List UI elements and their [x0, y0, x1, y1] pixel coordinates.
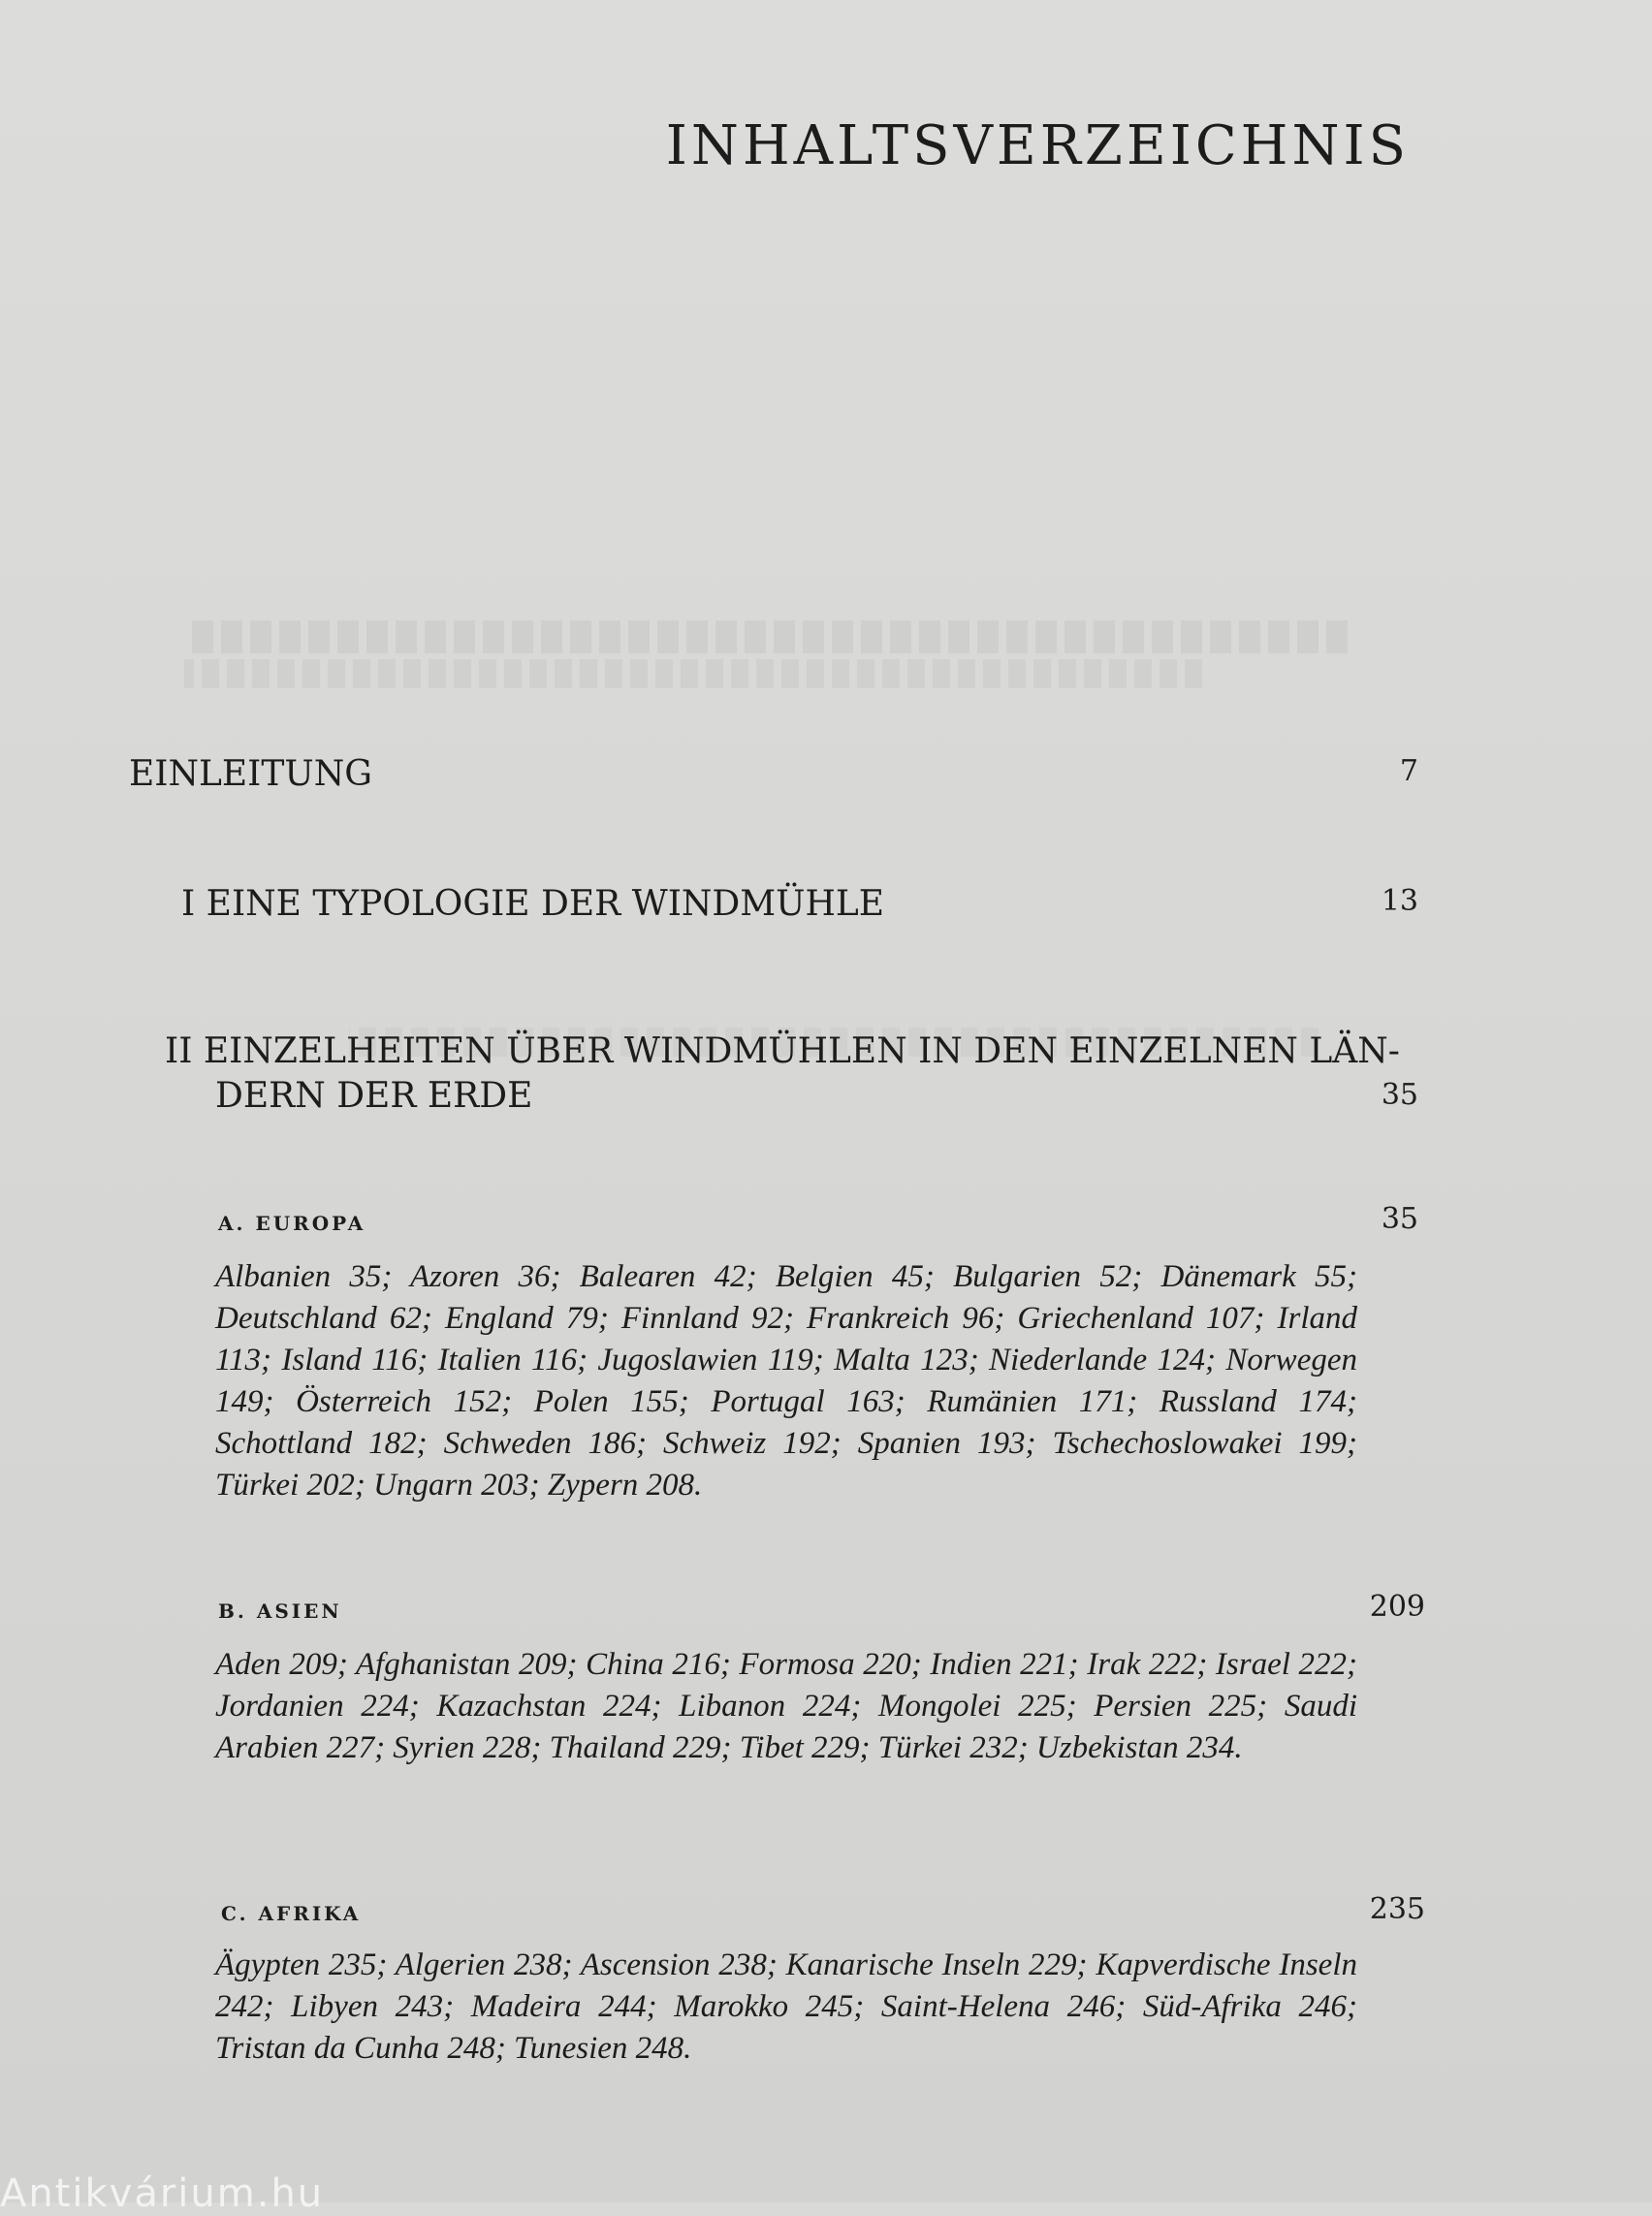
region-page-afrika: 235 [1369, 1892, 1425, 1926]
region-heading-afrika: C. AFRIKA [221, 1902, 362, 1925]
watermark: Antikvárium.hu [0, 2171, 325, 2216]
page-title: INHALTSVERZEICHNIS [665, 113, 1410, 177]
toc-entry-einleitung: EINLEITUNG [129, 754, 373, 794]
toc-page-typologie: 13 [1381, 884, 1418, 918]
region-heading-asien: B. ASIEN [218, 1599, 342, 1623]
bleed-through-line [184, 620, 1348, 653]
region-heading-europa: A. EUROPA [218, 1212, 366, 1235]
country-list-asien: Aden 209; Afghanistan 209; China 216; Formosa 220; Indien 221; Irak 222; Israel 222; Jordanien 224; Kazachstan 224; Libanon 224; Mongolei 225; Persien 225; Saudi Arabien 227; Syrien 228; Thailand 229; Tibet 229; Türkei 232; Uzbekistan 234. [215, 1647, 1357, 1765]
toc-page-einleitung: 7 [1399, 754, 1418, 788]
bleed-through-line [184, 659, 1202, 688]
toc-entry-typologie: I EINE TYPOLOGIE DER WINDMÜHLE [181, 884, 885, 924]
toc-entry-einzelheiten-line1: II EINZELHEITEN ÜBER WINDMÜHLEN IN DEN EINZELNEN LÄN- [165, 1031, 1400, 1071]
toc-page-einzelheiten: 35 [1381, 1078, 1418, 1112]
toc-entry-einzelheiten-line2: DERN DER ERDE [215, 1076, 533, 1116]
country-list-afrika: Ägypten 235; Algerien 238; Ascension 238; Kanarische Inseln 229; Kapverdische Inseln 242; Libyen 243; Madeira 244; Marokko 245; Saint-Helena 246; Süd-Afrika 246; Tristan da Cunha 248; Tunesien 248. [215, 1947, 1357, 2066]
region-page-asien: 209 [1369, 1590, 1425, 1624]
country-list-europa: Albanien 35; Azoren 36; Balearen 42; Belgien 45; Bulgarien 52; Dänemark 55; Deutschland 62; England 79; Finnland 92; Frankreich 96; Griechenland 107; Irland 113; Island 116; Italien 116; Jugoslawien 119; Malta 123; Niederlande 124; Norwegen 149; Österreich 152; Polen 155; Portugal 163; Rumänien 171; Russland 174; Schottland 182; Schweden 186; Schweiz 192; Spanien 193; Tschechoslowakei 199; Türkei 202; Ungarn 203; Zypern 208. [215, 1259, 1357, 1503]
region-page-europa: 35 [1381, 1202, 1418, 1236]
